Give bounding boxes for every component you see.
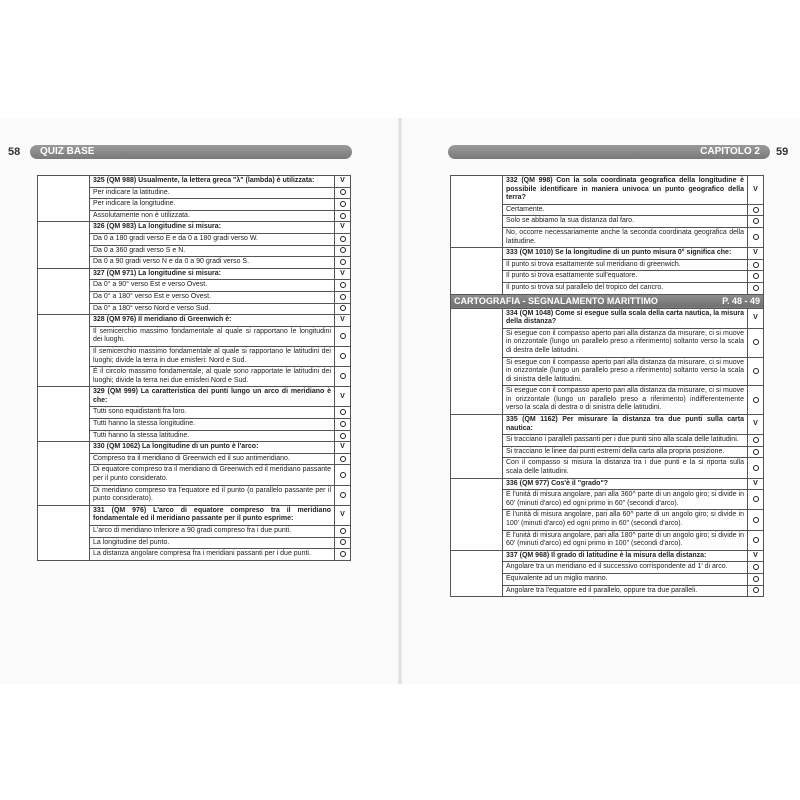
answer-circle-icon[interactable] [753,273,759,279]
answer-text: No, occorre necessariamente anche la seconda coordinata geografica della latitudine. [503,227,748,247]
answer-circle-icon[interactable] [753,285,759,291]
answer-text: Tutti hanno la stessa latitudine. [90,430,335,442]
question-mark: V [748,550,764,562]
answer-cell [335,257,351,269]
answer-circle-icon[interactable] [753,437,759,443]
answer-text: Angolare tra un meridiano ed il successivo corrispondente ad 1' di arco. [503,562,748,574]
question-text: 325 (QM 988) Usualmente, la lettera greca "λ" (lambda) è utilizzata: [90,176,335,188]
question-mark: V [335,442,351,454]
answer-text: È l'unità di misura angolare, pari alla 60^ parte di un angolo giro; si divide in 100' (minuti d'arco) ed ogni primo in 60" (secondi d'arco). [503,510,748,530]
answer-circle-icon[interactable] [340,294,346,300]
question-label-cell [451,478,503,550]
answer-cell [748,458,764,478]
answer-circle-icon[interactable] [753,218,759,224]
question-row [38,442,351,454]
question-label-cell [38,315,90,387]
answer-text: Il punto si trova esattamente sul meridiano di greenwich. [503,259,748,271]
answer-cell [748,271,764,283]
question-row [451,415,764,435]
question-text: 331 (QM 976) L'arco di equatore compreso tra il meridiano fondamentale ed il meridiano passante per il punto esprime: [90,505,335,525]
question-text: 334 (QM 1048) Come si esegue sulla scala della carta nautica, la misura della distanza? [503,308,748,328]
answer-cell [748,357,764,386]
question-text: 332 (QM 998) Con la sola coordinata geografica della longitudine è possibile identificare in maniera univoca un punto geografico della terra? [503,176,748,205]
answer-text: Solo se abbiamo la sua distanza dal faro. [503,216,748,228]
question-text: 327 (QM 971) La longitudine si misura: [90,268,335,280]
answer-circle-icon[interactable] [340,472,346,478]
answer-text: Tutti hanno la stessa longitudine. [90,419,335,431]
answer-text: Equivalente ad un miglio marino. [503,573,748,585]
answer-circle-icon[interactable] [340,551,346,557]
question-text: 329 (QM 999) La caratteristica dei punti lungo un arco di meridiano è che: [90,387,335,407]
question-label-cell [38,442,90,506]
question-mark: V [335,268,351,280]
question-mark: V [748,308,764,328]
answer-cell [335,233,351,245]
answer-circle-icon[interactable] [340,421,346,427]
answer-cell [335,245,351,257]
answer-cell [335,187,351,199]
answer-text: Da 0° a 90° verso Est e verso Ovest. [90,280,335,292]
answer-cell [748,585,764,597]
answer-text: Il punto si trova sul parallelo del tropico del cancro. [503,282,748,294]
answer-cell [748,510,764,530]
answer-circle-icon[interactable] [340,539,346,545]
answer-circle-icon[interactable] [340,259,346,265]
answer-text: Si esegue con il compasso aperto pari alla distanza da misurare, ci si muove in orizzontale (lungo un parallelo preso a riferimento) soltanto verso la scala di destra delle latitudini. [503,328,748,357]
right-page-header [448,145,770,159]
answer-text: Da 0 a 180 gradi verso E e da 0 a 180 gradi verso W. [90,233,335,245]
answer-circle-icon[interactable] [753,537,759,543]
question-row [38,222,351,234]
question-label-cell [38,505,90,560]
answer-text: Il punto si trova esattamente sull'equatore. [503,271,748,283]
answer-text: Da 0° a 180° verso Nord e verso Sud. [90,303,335,315]
answer-text: Si tracciano le linee dai punti estremi della carta alla propria posizione. [503,446,748,458]
answer-cell [748,446,764,458]
answer-cell [335,303,351,315]
question-row [38,387,351,407]
answer-text: Da 0 a 90 gradi verso N e da 0 a 90 gradi verso S. [90,257,335,269]
section-row [451,294,764,308]
answer-text: Di equatore compreso tra il meridiano di Greenwich ed il meridiano passante per il punto considerato. [90,465,335,485]
question-row [451,550,764,562]
answer-circle-icon[interactable] [753,339,759,345]
question-row [451,248,764,260]
question-mark: V [335,505,351,525]
answer-circle-icon[interactable] [340,282,346,288]
answer-cell [748,490,764,510]
answer-text: Da 0° a 180° verso Est e verso Ovest. [90,291,335,303]
question-text: 328 (QM 976) Il meridiano di Greenwich è: [90,315,335,327]
answer-text: È il circolo massimo fondamentale, al quale sono rapportate le latitudini dei luoghi; divide la terra nei due emisferi Nord e Sud. [90,367,335,387]
answer-cell [748,562,764,574]
question-label-cell [451,550,503,596]
answer-cell [748,328,764,357]
answer-text: La distanza angolare compresa fra i meridiani passanti per i due punti. [90,549,335,561]
answer-circle-icon[interactable] [340,409,346,415]
answer-circle-icon[interactable] [753,576,759,582]
answer-text: Di meridiano compreso tra l'equatore ed il punto (o parallelo passante per il punto considerato). [90,485,335,505]
left-page-header [30,145,352,159]
question-text: 333 (QM 1010) Se la longitudine di un punto misura 0° significa che: [503,248,748,260]
answer-cell [335,465,351,485]
answer-text: Compreso tra il meridiano di Greenwich ed il suo antimeridiano. [90,453,335,465]
answer-circle-icon[interactable] [340,305,346,311]
answer-cell [335,367,351,387]
answer-circle-icon[interactable] [340,213,346,219]
question-mark: V [748,415,764,435]
answer-cell [335,210,351,222]
answer-text: La longitudine del punto. [90,537,335,549]
question-mark: V [748,176,764,205]
right-header-title: CAPITOLO 2 [700,146,760,157]
answer-circle-icon[interactable] [753,397,759,403]
answer-cell [335,407,351,419]
answer-text: Si esegue con il compasso aperto pari alla distanza da misurare, ci si muove in orizzontale (lungo un parallelo preso a riferimento) soltanto verso la scala di sinistra delle latitudini. [503,357,748,386]
book-gutter [398,118,402,684]
answer-cell [335,419,351,431]
answer-cell [335,326,351,346]
question-row [451,308,764,328]
question-text: 326 (QM 983) La longitudine si misura: [90,222,335,234]
answer-text: Tutti sono equidistanti fra loro. [90,407,335,419]
answer-circle-icon[interactable] [753,517,759,523]
answer-circle-icon[interactable] [340,528,346,534]
answer-text: L'arco di meridiano inferiore a 90 gradi compreso fra i due punti. [90,526,335,538]
answer-cell [335,291,351,303]
question-text: 336 (QM 977) Cos'è il "grado"? [503,478,748,490]
answer-text: Si esegue con il compasso aperto pari alla distanza da misurare, ci si muove in orizzontale (lungo un parallelo preso a riferimento) indifferentemente verso la scala di destra o di sinistra delle latitudini. [503,386,748,415]
answer-text: Per indicare la latitudine. [90,187,335,199]
answer-circle-icon[interactable] [753,564,759,570]
answer-circle-icon[interactable] [340,247,346,253]
answer-text: È l'unità di misura angolare, pari alla 360^ parte di un angolo giro; si divide in 60' (minuti d'arco) ed ogni primo in 60" (secondi d'arco). [503,490,748,510]
answer-circle-icon[interactable] [340,433,346,439]
answer-text: Si tracciano i paralleli passanti per i due punti sino alla scala delle latitudini. [503,435,748,447]
question-row [38,505,351,525]
section-pages: P. 48 - 49 [722,295,760,306]
answer-circle-icon[interactable] [340,456,346,462]
left-header-title: QUIZ BASE [40,146,95,157]
answer-cell [748,259,764,271]
answer-text: È l'unità di misura angolare, pari alla 180^ parte di un angolo giro; si divide in 60' (minuti d'arco) ed ogni primo in 100" (secondi d'arco). [503,530,748,550]
answer-cell [335,537,351,549]
answer-circle-icon[interactable] [753,234,759,240]
answer-text: Il semicerchio massimo fondamentale al quale si rapportano le latitudini dei luoghi; divide la terra in due emisferi: Nord e Sud. [90,346,335,366]
answer-circle-icon[interactable] [753,207,759,213]
answer-cell [335,485,351,505]
question-mark: V [335,387,351,407]
question-mark: V [335,315,351,327]
question-text: 337 (QM 968) Il grado di latitudine è la misura della distanza: [503,550,748,562]
question-mark: V [335,222,351,234]
left-quiz-table [37,175,351,561]
answer-circle-icon[interactable] [340,492,346,498]
right-page-number: 59 [776,146,789,158]
answer-cell [335,453,351,465]
answer-text: Angolare tra l'equatore ed il parallelo, oppure tra due paralleli. [503,585,748,597]
answer-cell [335,549,351,561]
question-label-cell [451,176,503,248]
question-label-cell [451,308,503,415]
answer-cell [335,430,351,442]
question-label-cell [38,176,90,222]
question-label-cell [38,222,90,268]
left-page-number: 58 [8,146,21,158]
answer-text: Certamente. [503,204,748,216]
question-label-cell [38,387,90,442]
answer-cell [748,282,764,294]
answer-cell [335,280,351,292]
answer-circle-icon[interactable] [753,368,759,374]
right-quiz-table [450,175,764,597]
question-row [451,478,764,490]
question-label-cell [38,268,90,314]
answer-cell [748,386,764,415]
answer-cell [748,227,764,247]
answer-circle-icon[interactable] [340,373,346,379]
section-header [451,294,764,308]
question-mark: V [748,248,764,260]
answer-circle-icon[interactable] [340,189,346,195]
question-mark: V [748,478,764,490]
answer-circle-icon[interactable] [753,262,759,268]
answer-cell [335,199,351,211]
answer-circle-icon[interactable] [753,496,759,502]
question-mark: V [335,176,351,188]
question-row [38,315,351,327]
question-label-cell [451,248,503,294]
question-text: 335 (QM 1162) Per misurare la distanza tra due punti sulla carta nautica: [503,415,748,435]
answer-cell [748,204,764,216]
answer-circle-icon[interactable] [340,236,346,242]
answer-cell [335,526,351,538]
answer-circle-icon[interactable] [753,587,759,593]
answer-text: Con il compasso si misura la distanza tra i due punti e la si riporta sulla scala delle latitudini. [503,458,748,478]
section-title: CARTOGRAFIA - SEGNALAMENTO MARITTIMO [454,295,658,306]
question-row [38,176,351,188]
answer-circle-icon[interactable] [753,449,759,455]
answer-text: Per indicare la longitudine. [90,199,335,211]
answer-text: Assolutamente non è utilizzata. [90,210,335,222]
question-row [451,176,764,205]
answer-text: Il semicerchio massimo fondamentale al quale si rapportano le longitudini dei luoghi. [90,326,335,346]
answer-cell [335,346,351,366]
answer-cell [748,530,764,550]
question-row [38,268,351,280]
answer-text: Da 0 a 360 gradi verso S e N. [90,245,335,257]
answer-cell [748,216,764,228]
answer-circle-icon[interactable] [340,201,346,207]
answer-circle-icon[interactable] [340,353,346,359]
answer-cell [748,435,764,447]
answer-circle-icon[interactable] [753,465,759,471]
answer-cell [748,573,764,585]
answer-circle-icon[interactable] [340,333,346,339]
question-label-cell [451,415,503,479]
question-text: 330 (QM 1062) La longitudine di un punto è l'arco: [90,442,335,454]
